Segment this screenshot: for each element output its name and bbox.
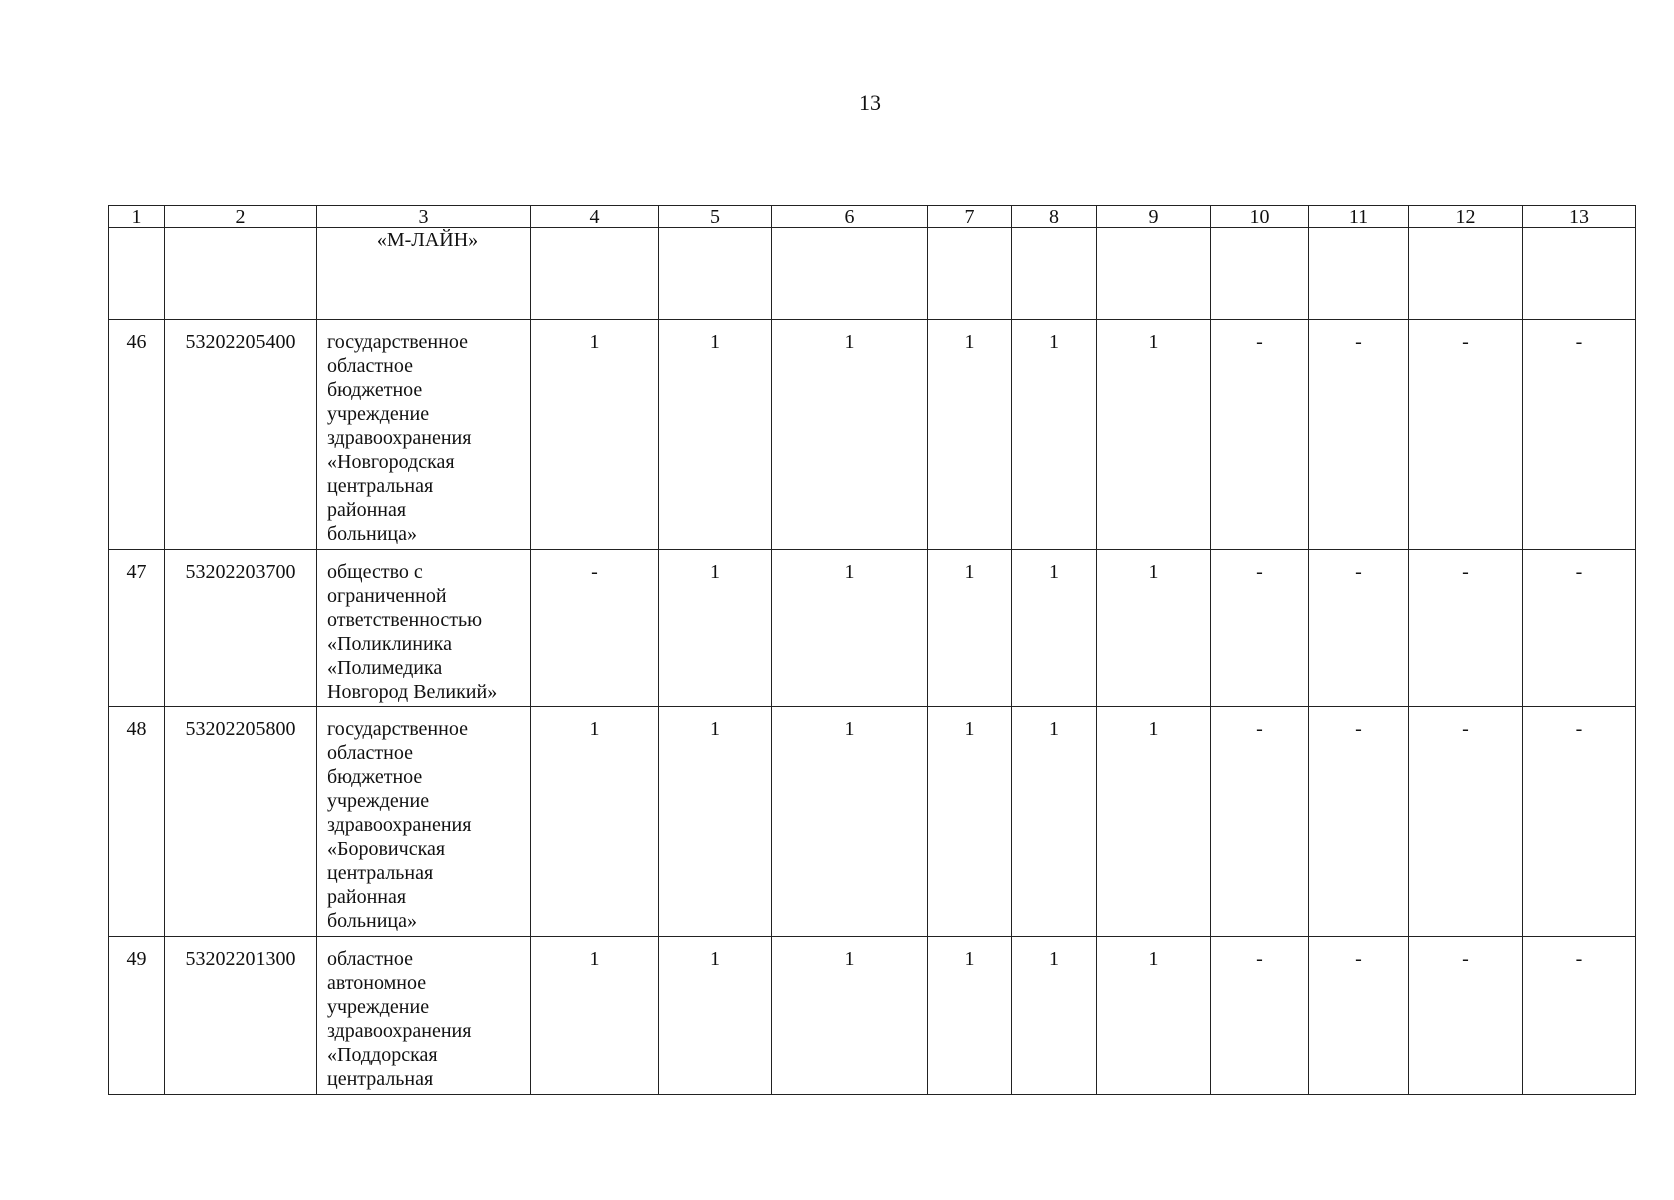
organization-name-line: «Поддорская xyxy=(327,1044,438,1066)
organization-name-cell xyxy=(317,937,531,1095)
value-cell-col-4: 1 xyxy=(531,937,659,1095)
organization-name-line: больница» xyxy=(327,910,417,932)
organization-name-line: районная xyxy=(327,499,407,521)
column-number-header: 2 xyxy=(165,206,317,228)
value-cell-col-4: 1 xyxy=(531,707,659,937)
organization-name-line: областное xyxy=(327,948,413,970)
column-number-header: 12 xyxy=(1409,206,1523,228)
table-body xyxy=(109,228,1636,1095)
organization-name-line: общество с xyxy=(327,561,423,583)
column-number-header: 6 xyxy=(772,206,928,228)
value-cell-col-10: - xyxy=(1211,707,1309,937)
organization-name-cell xyxy=(317,550,531,707)
column-number-header: 3 xyxy=(317,206,531,228)
organization-name-line: учреждение xyxy=(327,790,430,812)
row-number-cell: 48 xyxy=(109,707,165,937)
organization-name-line: государственное xyxy=(327,331,468,353)
value-cell-col-12 xyxy=(1409,228,1523,320)
table-row xyxy=(109,550,1636,707)
value-cell-col-8: 1 xyxy=(1012,550,1097,707)
value-cell-col-8: 1 xyxy=(1012,320,1097,550)
data-table xyxy=(108,205,1636,1095)
organization-name-line: учреждение xyxy=(327,996,430,1018)
value-cell-col-4: 1 xyxy=(531,320,659,550)
organization-name-line: учреждение xyxy=(327,403,430,425)
organization-name-line: государственное xyxy=(327,718,468,740)
value-cell-col-8: 1 xyxy=(1012,937,1097,1095)
value-cell-col-8: 1 xyxy=(1012,707,1097,937)
column-number-header: 8 xyxy=(1012,206,1097,228)
value-cell-col-8 xyxy=(1012,228,1097,320)
column-number-header: 7 xyxy=(928,206,1012,228)
organization-name-line: ограниченной xyxy=(327,585,447,607)
row-number-cell xyxy=(109,228,165,320)
value-cell-col-4 xyxy=(531,228,659,320)
organization-name-line: больница» xyxy=(327,523,417,545)
value-cell-col-12: - xyxy=(1409,320,1523,550)
value-cell-col-6: 1 xyxy=(772,937,928,1095)
column-number-header: 5 xyxy=(659,206,772,228)
value-cell-col-4: - xyxy=(531,550,659,707)
value-cell-col-11: - xyxy=(1309,320,1409,550)
organization-name-line: районная xyxy=(327,886,407,908)
value-cell-col-10: - xyxy=(1211,550,1309,707)
code-cell xyxy=(165,228,317,320)
table-row xyxy=(109,937,1636,1095)
value-cell-col-6 xyxy=(772,228,928,320)
value-cell-col-12: - xyxy=(1409,550,1523,707)
value-cell-col-9: 1 xyxy=(1097,320,1211,550)
value-cell-col-10: - xyxy=(1211,320,1309,550)
value-cell-col-10 xyxy=(1211,228,1309,320)
organization-name-cell xyxy=(317,320,531,550)
value-cell-col-13: - xyxy=(1523,707,1636,937)
value-cell-col-6: 1 xyxy=(772,707,928,937)
organization-name-line: Новгород Великий» xyxy=(327,681,498,703)
organization-name-line: центральная xyxy=(327,1068,434,1090)
organization-name-line: центральная xyxy=(327,475,434,497)
organization-name-line: «Полимедика xyxy=(327,657,443,679)
organization-name-line: здравоохранения xyxy=(327,814,472,836)
column-number-header: 11 xyxy=(1309,206,1409,228)
organization-name-line: ответственностью xyxy=(327,609,483,631)
organization-name-line: центральная xyxy=(327,862,434,884)
organization-name-line: бюджетное xyxy=(327,379,423,401)
value-cell-col-7: 1 xyxy=(928,320,1012,550)
column-number-header: 10 xyxy=(1211,206,1309,228)
table-row xyxy=(109,707,1636,937)
table-row xyxy=(109,320,1636,550)
organization-name-line: «Поликлиника xyxy=(327,633,452,655)
value-cell-col-6: 1 xyxy=(772,320,928,550)
organization-name-line: автономное xyxy=(327,972,427,994)
organization-name-line: здравоохранения xyxy=(327,427,472,449)
organization-name-line: бюджетное xyxy=(327,766,423,788)
organization-name-line: «Новгородская xyxy=(327,451,455,473)
value-cell-col-13: - xyxy=(1523,937,1636,1095)
value-cell-col-10: - xyxy=(1211,937,1309,1095)
value-cell-col-11 xyxy=(1309,228,1409,320)
value-cell-col-5: 1 xyxy=(659,320,772,550)
value-cell-col-13 xyxy=(1523,228,1636,320)
row-number-cell: 47 xyxy=(109,550,165,707)
table-row xyxy=(109,228,1636,320)
column-number-header: 13 xyxy=(1523,206,1636,228)
code-cell: 53202201300 xyxy=(165,937,317,1095)
organization-name-cell xyxy=(317,228,531,320)
value-cell-col-5 xyxy=(659,228,772,320)
value-cell-col-6: 1 xyxy=(772,550,928,707)
value-cell-col-9 xyxy=(1097,228,1211,320)
row-number-cell: 46 xyxy=(109,320,165,550)
value-cell-col-9: 1 xyxy=(1097,937,1211,1095)
value-cell-col-5: 1 xyxy=(659,707,772,937)
organization-name-line: «Боровичская xyxy=(327,838,446,860)
page-number: 13 xyxy=(859,90,881,115)
value-cell-col-7: 1 xyxy=(928,937,1012,1095)
organization-name-line: здравоохранения xyxy=(327,1020,472,1042)
organization-name-line: областное xyxy=(327,742,413,764)
table-header-row xyxy=(109,206,1636,228)
value-cell-col-12: - xyxy=(1409,707,1523,937)
column-number-header: 1 xyxy=(109,206,165,228)
row-number-cell: 49 xyxy=(109,937,165,1095)
value-cell-col-7 xyxy=(928,228,1012,320)
value-cell-col-9: 1 xyxy=(1097,550,1211,707)
value-cell-col-13: - xyxy=(1523,320,1636,550)
value-cell-col-11: - xyxy=(1309,550,1409,707)
value-cell-col-13: - xyxy=(1523,550,1636,707)
value-cell-col-7: 1 xyxy=(928,550,1012,707)
value-cell-col-12: - xyxy=(1409,937,1523,1095)
value-cell-col-9: 1 xyxy=(1097,707,1211,937)
organization-name-cell xyxy=(317,707,531,937)
organization-name-line: «М-ЛАЙН» xyxy=(376,229,479,251)
column-number-header: 4 xyxy=(531,206,659,228)
column-number-header: 9 xyxy=(1097,206,1211,228)
value-cell-col-11: - xyxy=(1309,937,1409,1095)
value-cell-col-5: 1 xyxy=(659,550,772,707)
code-cell: 53202205800 xyxy=(165,707,317,937)
organization-name-line: областное xyxy=(327,355,413,377)
value-cell-col-7: 1 xyxy=(928,707,1012,937)
value-cell-col-5: 1 xyxy=(659,937,772,1095)
value-cell-col-11: - xyxy=(1309,707,1409,937)
code-cell: 53202203700 xyxy=(165,550,317,707)
code-cell: 53202205400 xyxy=(165,320,317,550)
